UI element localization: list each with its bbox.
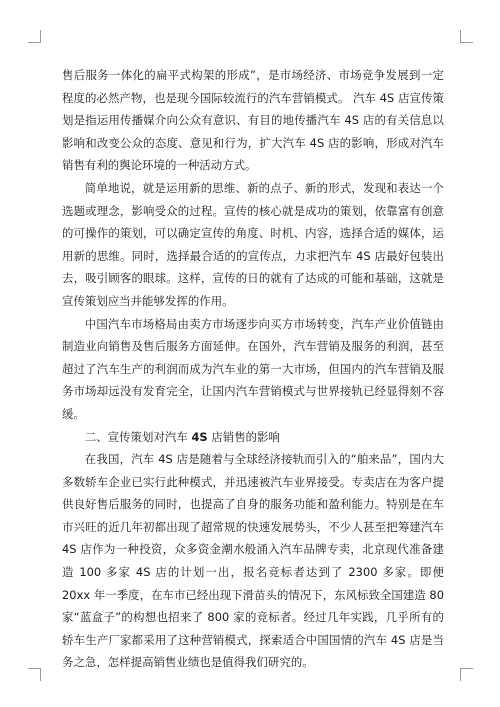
section-heading xyxy=(62,426,444,449)
paragraph-market-shift: 中国汽车市场格局由卖方市场逐步向买方市场转变，汽车产业价值链由制造业向销售及售后服务方面延伸。在国外，汽车营销及服务的利润，甚至超过了汽车生产的利润而成为汽车业的第一大市场，但国内的汽车营销及服务市场却远没有发育完全，让国内汽车营销模式与世界接轨已经显得刻不容缓。 xyxy=(62,316,444,421)
paragraph-continuation: 售后服务一体化的扁平式构架的形成”，是市场经济、市场竞争发展到一定程度的必然产物，也是现今国际较流行的汽车营销模式。 汽车 4S 店宣传策划是指运用传播媒介向公众有意识、有目的地传播汽车 4S 店的有关信息以影响和改变公众的态度、意见和行为，扩大汽车 4S 店的影响，形成对汽车销售有利的舆论环境的一种活动方式。 xyxy=(62,68,444,173)
heading-suffix: 店销售的影响 xyxy=(207,429,280,444)
heading-prefix: 二、宣传策划对汽车 xyxy=(84,429,192,444)
paragraph-publicity-definition: 简单地说，就是运用新的思维、新的点子、新的形式，发现和表达一个选题或理念，影响受众的过程。宣传的核心就是成功的策划，依靠富有创意的可操作的策划，可以确定宣传的角度、时机、内容，选择合适的媒体，运用新的思维。同时，选择最合适的的宣传点，力求把汽车 4S 店最好包装出去，吸引顾客的眼球。这样，宣传的日的就有了达成的可能和基础，这就是宣传策划应当并能够发挥的作用。 xyxy=(62,180,444,308)
heading-bold-term: 4S xyxy=(191,429,208,444)
crop-mark-top-left xyxy=(28,30,41,43)
crop-mark-bottom-right xyxy=(460,668,473,681)
crop-mark-bottom-left xyxy=(28,668,41,681)
crop-mark-top-right xyxy=(460,30,473,43)
paragraph-4s-in-china: 在我国，汽车 4S 店是随着与全球经济接轨而引入的“舶来品”，国内大多数轿车企业已实行此种模式，并迅速被汽车业界接受。专卖店在为客户提供良好售后服务的同时，也提高了自身的服务功能和盈利能力。特别是在车市兴旺的近几年初都出现了超常规的快速发展势头，不少人甚至把筹建汽车 4S 店作为一种投资，众多资金潮水般涌入汽车品牌专卖，北京现代准备建造 100 多家 4S 店的计划一出，报名竞标者达到了 2300 多家。即便 20xx 年一季度，在车市已经出现下滑苗头的情况下，东风标致全国建造 80 家“蓝盒子”的构想也招来了 800 家的竞标者。经过几年实践，几乎所有的轿车生产厂家都采用了这种营销模式，探索适合中国国情的汽车 4S 店是当务之急，怎样提高销售业绩也是值得我们研究的。 xyxy=(62,452,444,670)
document-body xyxy=(62,64,444,674)
